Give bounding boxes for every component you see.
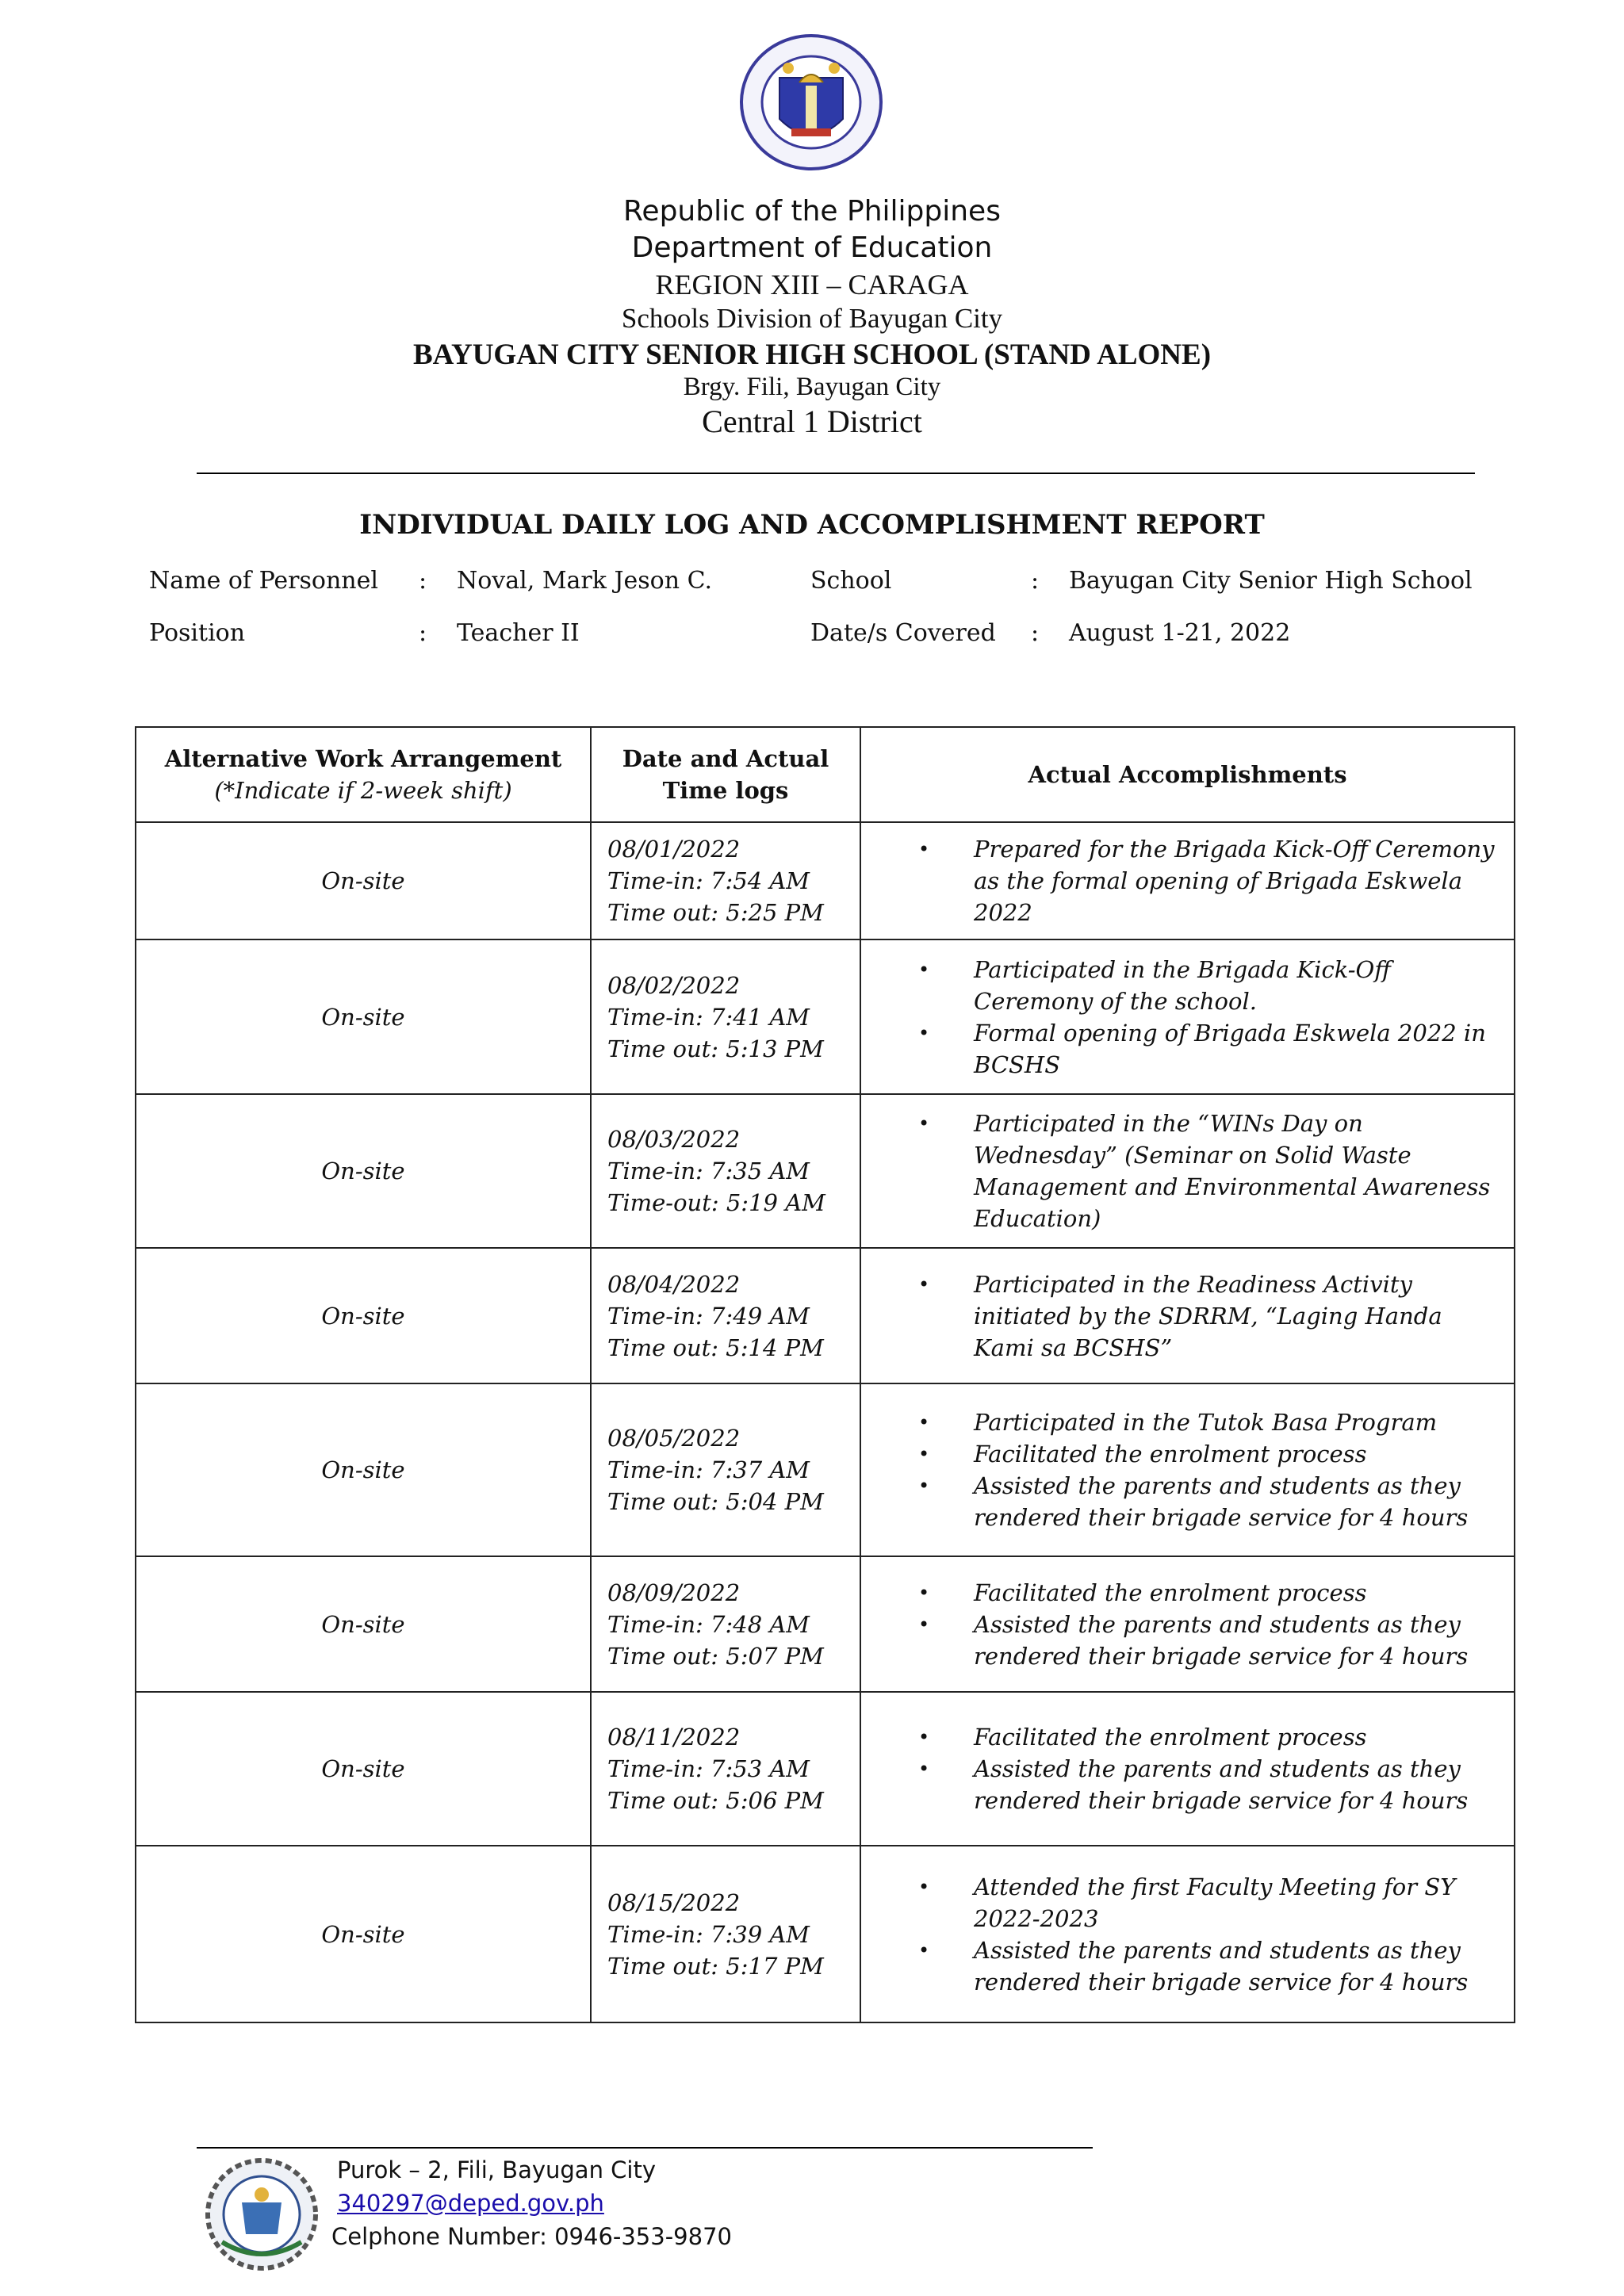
header-divider (197, 473, 1475, 474)
accomplishments-cell (860, 1248, 1515, 1383)
table-row (136, 939, 1515, 1094)
accomplishment-list (861, 1406, 1514, 1533)
daily-log-table (135, 726, 1515, 2023)
accomplishment-text: Facilitated the enrolment process (974, 1441, 1367, 1468)
accomplishments-cell (860, 822, 1515, 939)
log-time-out: Time-out: 5:19 AM (607, 1189, 825, 1217)
header-republic: Republic of the Philippines (623, 195, 1001, 228)
log-date: 08/04/2022 (607, 1270, 741, 1298)
bullet-icon: • (918, 1112, 930, 1135)
log-date: 08/03/2022 (607, 1126, 741, 1154)
colon: : (1031, 567, 1040, 595)
accomplishment-text: Formal opening of Brigada Eskwela 2022 in BCSHS (974, 1019, 1486, 1078)
header-school: BAYUGAN CITY SENIOR HIGH SCHOOL (STAND ALONE) (412, 339, 1212, 371)
log-time-out: Time out: 5:25 PM (607, 899, 824, 927)
log-time-out: Time out: 5:04 PM (607, 1488, 824, 1516)
dates-covered-label: Date/s Covered (810, 619, 996, 647)
log-time-in: Time-in: 7:39 AM (607, 1920, 810, 1948)
header-date-time-line1: Date and Actual (622, 745, 829, 772)
personnel-name-label: Name of Personnel (149, 567, 378, 595)
table-row (136, 1692, 1515, 1846)
footer-phone: Celphone Number: 0946-353-9870 (331, 2223, 732, 2250)
date-time-cell (591, 1248, 860, 1383)
bullet-icon: • (918, 958, 930, 981)
bullet-icon: • (918, 1938, 930, 1961)
log-date: 08/09/2022 (607, 1578, 741, 1606)
accomplishment-text: Participated in the Brigada Kick-Off Ceremony of the school. (974, 955, 1391, 1015)
bullet-icon: • (918, 838, 930, 861)
header-department: Department of Education (631, 232, 993, 264)
table-row (136, 1383, 1515, 1557)
footer-email-link[interactable]: 340297@deped.gov.ph (337, 2190, 604, 2217)
work-arrangement-cell: On-site (136, 1094, 591, 1249)
position-label: Position (149, 619, 246, 647)
list-item (861, 1934, 1503, 1998)
list-item (861, 1753, 1503, 1816)
personnel-name-value: Noval, Mark Jeson C. (457, 567, 712, 595)
school-value: Bayugan City Senior High School (1069, 567, 1473, 595)
accomplishments-cell (860, 939, 1515, 1094)
list-item (861, 954, 1503, 1017)
log-time-out: Time out: 5:14 PM (607, 1334, 824, 1361)
log-date: 08/01/2022 (607, 836, 741, 863)
bullet-icon: • (918, 1411, 930, 1434)
table-row (136, 1094, 1515, 1249)
header-work-arrangement (136, 727, 591, 822)
date-time-cell (591, 822, 860, 939)
list-item (861, 1871, 1503, 1934)
work-arrangement-cell: On-site (136, 1556, 591, 1691)
date-time-cell (591, 1094, 860, 1249)
header-work-arrangement-title: Alternative Work Arrangement (164, 745, 562, 772)
accomplishment-list (861, 833, 1514, 928)
bullet-icon: • (918, 1581, 930, 1604)
accomplishment-text: Attended the first Faculty Meeting for SY 2022-2023 (974, 1873, 1456, 1932)
log-time-out: Time out: 5:07 PM (607, 1642, 824, 1670)
table-header-row (136, 727, 1515, 822)
accomplishment-text: Facilitated the enrolment process (974, 1578, 1367, 1606)
bullet-icon: • (918, 1613, 930, 1636)
bullet-icon: • (918, 1726, 930, 1749)
log-time-out: Time out: 5:06 PM (607, 1787, 824, 1815)
header-address: Brgy. Fili, Bayugan City (683, 373, 941, 401)
dates-covered-value: August 1-21, 2022 (1069, 619, 1291, 647)
list-item (861, 1470, 1503, 1533)
header-work-arrangement-note: (*Indicate if 2-week shift) (214, 777, 512, 804)
footer-divider (197, 2147, 1093, 2149)
log-date: 08/05/2022 (607, 1425, 741, 1452)
list-item (861, 1438, 1503, 1470)
log-date: 08/15/2022 (607, 1888, 741, 1916)
school-label: School (810, 567, 892, 595)
accomplishment-text: Participated in the Readiness Activity initiated by the SDRRM, “Laging Handa Kami sa BCSHS” (974, 1270, 1442, 1361)
table-row (136, 1846, 1515, 2022)
list-item (861, 1721, 1503, 1753)
list-item (861, 1577, 1503, 1609)
work-arrangement-cell: On-site (136, 1248, 591, 1383)
table-row (136, 822, 1515, 939)
header-date-time-line2: Time logs (662, 777, 789, 804)
list-item (861, 833, 1503, 928)
accomplishment-text: Prepared for the Brigada Kick-Off Ceremony as the formal opening of Brigada Eskwela 2022 (974, 836, 1495, 927)
log-time-out: Time out: 5:17 PM (607, 1952, 824, 1980)
list-item (861, 1017, 1503, 1081)
log-time-in: Time-in: 7:35 AM (607, 1158, 810, 1185)
log-time-in: Time-in: 7:41 AM (607, 1003, 810, 1031)
accomplishment-text: Participated in the Tutok Basa Program (974, 1409, 1438, 1437)
accomplishment-text: Facilitated the enrolment process (974, 1724, 1367, 1751)
work-arrangement-cell: On-site (136, 1383, 591, 1557)
document-title: INDIVIDUAL DAILY LOG AND ACCOMPLISHMENT REPORT (359, 509, 1265, 541)
date-time-cell (591, 939, 860, 1094)
colon: : (1031, 619, 1040, 647)
accomplishment-list (861, 1871, 1514, 1998)
accomplishments-cell (860, 1556, 1515, 1691)
accomplishment-text: Assisted the parents and students as they rendered their brigade service for 4 hours (974, 1936, 1469, 1996)
list-item (861, 1406, 1503, 1438)
work-arrangement-cell: On-site (136, 822, 591, 939)
accomplishment-text: Assisted the parents and students as they rendered their brigade service for 4 hours (974, 1610, 1469, 1670)
date-time-cell (591, 1692, 860, 1846)
header-region: REGION XIII – CARAGA (655, 269, 969, 300)
accomplishment-text: Participated in the “WINs Day on Wednesday” (Seminar on Solid Waste Management and Environmental Awareness Education) (974, 1110, 1491, 1233)
accomplishments-cell (860, 1846, 1515, 2022)
accomplishments-cell (860, 1094, 1515, 1249)
date-time-cell (591, 1846, 860, 2022)
bullet-icon: • (918, 1272, 930, 1295)
accomplishment-list (861, 1269, 1514, 1364)
date-time-cell (591, 1383, 860, 1557)
list-item (861, 1269, 1503, 1364)
list-item (861, 1108, 1503, 1234)
bullet-icon: • (918, 1758, 930, 1781)
accomplishment-text: Assisted the parents and students as they rendered their brigade service for 4 hours (974, 1472, 1469, 1532)
colon: : (419, 567, 427, 595)
header-date-time (591, 727, 860, 822)
log-time-in: Time-in: 7:53 AM (607, 1755, 810, 1783)
log-time-in: Time-in: 7:37 AM (607, 1456, 810, 1484)
bullet-icon: • (918, 1443, 930, 1466)
log-time-in: Time-in: 7:49 AM (607, 1302, 810, 1330)
log-time-out: Time out: 5:13 PM (607, 1035, 824, 1062)
accomplishment-list (861, 954, 1514, 1081)
deped-seal-logo (736, 32, 887, 173)
accomplishment-list (861, 1577, 1514, 1672)
log-time-in: Time-in: 7:48 AM (607, 1610, 810, 1638)
accomplishment-text: Assisted the parents and students as they rendered their brigade service for 4 hours (974, 1755, 1469, 1815)
list-item (861, 1609, 1503, 1672)
table-row (136, 1248, 1515, 1383)
log-time-in: Time-in: 7:54 AM (607, 867, 810, 895)
date-time-cell (591, 1556, 860, 1691)
position-value: Teacher II (457, 619, 580, 647)
accomplishments-cell (860, 1383, 1515, 1557)
accomplishment-list (861, 1721, 1514, 1816)
colon: : (419, 619, 427, 647)
bullet-icon: • (918, 1475, 930, 1498)
school-seal-logo (198, 2155, 325, 2274)
work-arrangement-cell: On-site (136, 939, 591, 1094)
log-date: 08/02/2022 (607, 971, 741, 999)
bullet-icon: • (918, 1875, 930, 1898)
header-accomplishments: Actual Accomplishments (860, 727, 1515, 822)
accomplishment-list (861, 1108, 1514, 1234)
work-arrangement-cell: On-site (136, 1692, 591, 1846)
log-date: 08/11/2022 (607, 1724, 741, 1751)
work-arrangement-cell: On-site (136, 1846, 591, 2022)
header-district: Central 1 District (702, 404, 922, 439)
header-division: Schools Division of Bayugan City (621, 303, 1003, 334)
accomplishments-cell (860, 1692, 1515, 1846)
bullet-icon: • (918, 1021, 930, 1044)
footer-address: Purok – 2, Fili, Bayugan City (337, 2156, 657, 2183)
table-row (136, 1556, 1515, 1691)
